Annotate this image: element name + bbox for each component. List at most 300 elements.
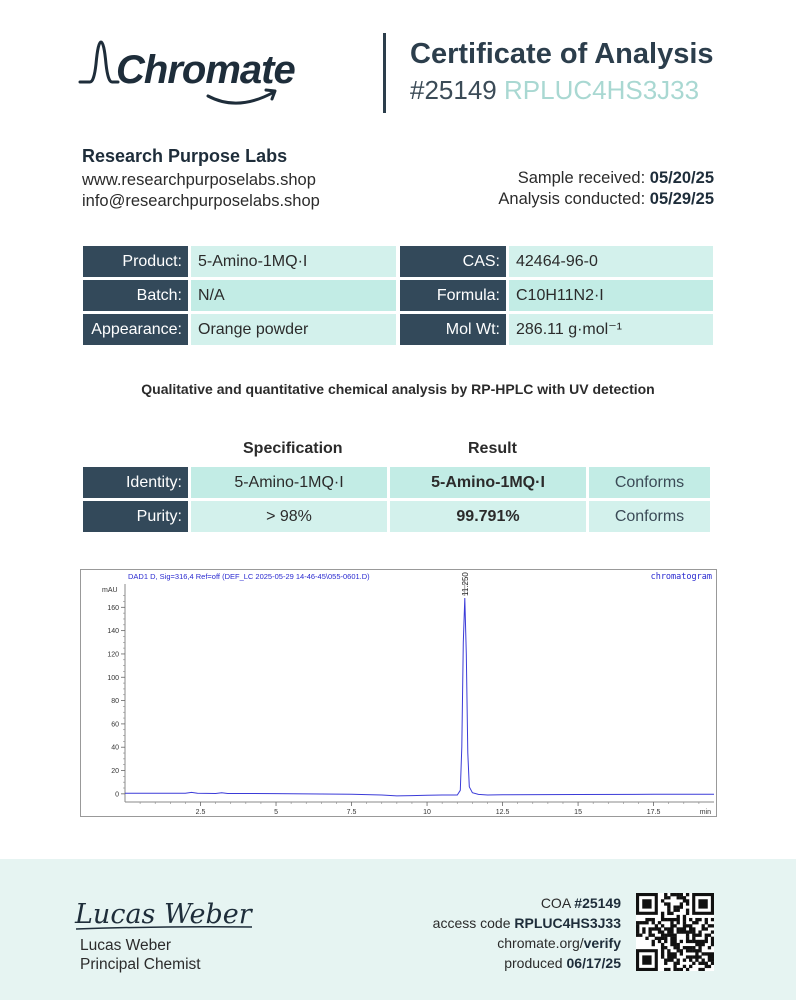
- qr-module: [639, 921, 642, 924]
- qr-module: [661, 937, 664, 940]
- qr-module: [658, 921, 661, 924]
- qr-module: [680, 905, 683, 908]
- qr-module: [673, 946, 676, 949]
- qr-module: [658, 937, 661, 940]
- qr-module: [705, 934, 708, 937]
- qr-module: [664, 918, 667, 921]
- qr-module: [689, 940, 692, 943]
- cas-value: 42464-96-0: [509, 246, 713, 277]
- qr-module: [686, 893, 689, 896]
- qr-module: [673, 937, 676, 940]
- qr-module: [705, 918, 708, 921]
- qr-module: [692, 927, 695, 930]
- qr-module: [683, 924, 686, 927]
- qr-module: [698, 943, 701, 946]
- qr-module: [698, 962, 701, 965]
- x-tick-label: 12.5: [495, 809, 510, 816]
- qr-module: [695, 934, 698, 937]
- qr-module: [673, 965, 676, 968]
- qr-module: [692, 946, 695, 949]
- qr-module: [702, 924, 705, 927]
- qr-module: [698, 949, 701, 952]
- qr-module: [664, 896, 667, 899]
- qr-module: [686, 940, 689, 943]
- qr-module: [667, 955, 670, 958]
- info-row: [83, 246, 713, 277]
- qr-module: [686, 937, 689, 940]
- signer-name: Lucas Weber: [80, 937, 172, 954]
- signature-image: [72, 893, 262, 933]
- qr-module: [702, 962, 705, 965]
- qr-module: [648, 934, 651, 937]
- qr-module: [686, 949, 689, 952]
- qr-module: [680, 896, 683, 899]
- qr-module: [639, 934, 642, 937]
- molwt-label: Mol Wt:: [400, 314, 506, 345]
- qr-module: [670, 918, 673, 921]
- qr-module: [711, 940, 714, 943]
- qr-module: [652, 921, 655, 924]
- qr-module: [670, 924, 673, 927]
- x-tick-label: 2.5: [195, 809, 206, 816]
- qr-module: [636, 921, 639, 924]
- qr-module: [677, 959, 680, 962]
- signer-title: Principal Chemist: [80, 956, 201, 973]
- qr-module: [680, 902, 683, 905]
- qr-module: [708, 934, 711, 937]
- batch-label: Batch:: [83, 280, 188, 311]
- qr-module: [670, 934, 673, 937]
- qr-module: [683, 930, 686, 933]
- qr-module: [636, 934, 639, 937]
- spec-cell: > 98%: [191, 501, 387, 532]
- method-description: Qualitative and quantitative chemical analysis by RP-HPLC with UV detection: [141, 381, 655, 397]
- access-code: RPLUC4HS3J33: [514, 915, 621, 931]
- status-cell: Conforms: [589, 467, 710, 498]
- qr-module: [683, 915, 686, 918]
- y-axis-label: mAU: [102, 587, 118, 594]
- chart-title: DAD1 D, Sig=316,4 Ref=off (DEF_LC 2025-05-29 14-46-45\055-0601.D): [128, 572, 370, 581]
- qr-module: [686, 930, 689, 933]
- qr-module: [652, 927, 655, 930]
- qr-module: [673, 952, 676, 955]
- result-cell: 5-Amino-1MQ·I: [390, 467, 586, 498]
- y-tick-label: 100: [107, 674, 119, 682]
- qr-module: [695, 921, 698, 924]
- qr-module: [683, 959, 686, 962]
- qr-module: [642, 927, 645, 930]
- table-row: [83, 501, 713, 532]
- lab-website: www.researchpurposelabs.shop: [82, 171, 316, 189]
- spec-cell: 5-Amino-1MQ·I: [191, 467, 387, 498]
- coa-label: COA: [540, 895, 571, 911]
- qr-module: [673, 905, 676, 908]
- qr-module: [652, 934, 655, 937]
- qr-module: [695, 955, 698, 958]
- info-row: [83, 280, 713, 311]
- qr-module: [664, 962, 667, 965]
- qr-module: [711, 918, 714, 921]
- qr-module: [683, 946, 686, 949]
- qr-module: [689, 930, 692, 933]
- qr-module: [686, 902, 689, 905]
- qr-module: [686, 955, 689, 958]
- produced-label: produced: [504, 955, 563, 971]
- verify-link[interactable]: [433, 933, 621, 953]
- qr-module: [667, 909, 670, 912]
- x-tick-label: 15: [574, 809, 582, 816]
- y-tick-label: 40: [111, 744, 119, 752]
- header: [0, 0, 796, 130]
- y-tick-label: 0: [115, 791, 119, 799]
- qr-module: [645, 921, 648, 924]
- qr-module: [673, 909, 676, 912]
- qr-module: [686, 946, 689, 949]
- qr-module: [667, 968, 670, 971]
- footer: [0, 859, 796, 1000]
- y-tick-label: 20: [111, 768, 119, 776]
- qr-module: [686, 899, 689, 902]
- x-tick-label: 5: [274, 809, 278, 816]
- qr-module: [705, 937, 708, 940]
- qr-module: [711, 952, 714, 955]
- qr-module: [689, 927, 692, 930]
- qr-module: [677, 909, 680, 912]
- qr-module: [661, 899, 664, 902]
- qr-module: [658, 930, 661, 933]
- qr-module: [711, 955, 714, 958]
- qr-module: [655, 937, 658, 940]
- qr-module: [705, 921, 708, 924]
- certificate-title: Certificate of Analysis: [410, 38, 714, 70]
- peak-label: 11.250: [460, 572, 470, 596]
- qr-module: [642, 930, 645, 933]
- y-tick-label: 140: [107, 628, 119, 636]
- chart-corner-label: chromatogram: [650, 572, 712, 582]
- analysis-conducted: [498, 189, 714, 210]
- qr-module: [664, 902, 667, 905]
- chromate-logo: [78, 34, 318, 114]
- qr-module: [661, 918, 664, 921]
- qr-module: [677, 946, 680, 949]
- qr-module: [667, 918, 670, 921]
- qr-module: [695, 959, 698, 962]
- qr-module: [673, 943, 676, 946]
- qr-module: [661, 946, 664, 949]
- qr-module: [689, 949, 692, 952]
- qr-module: [677, 962, 680, 965]
- x-tick-label: 7.5: [346, 809, 357, 816]
- qr-module: [680, 927, 683, 930]
- qr-module: [689, 946, 692, 949]
- chromatogram-svg: [81, 570, 716, 816]
- qr-module: [670, 959, 673, 962]
- brand-name: Chromate: [116, 48, 295, 92]
- qr-module: [661, 955, 664, 958]
- access-line: [433, 913, 621, 933]
- qr-module: [705, 965, 708, 968]
- qr-module: [680, 893, 683, 896]
- qr-module: [670, 943, 673, 946]
- qr-module: [655, 924, 658, 927]
- cert-access-code: RPLUC4HS3J33: [504, 75, 700, 105]
- qr-module: [686, 912, 689, 915]
- qr-module: [664, 937, 667, 940]
- qr-module: [692, 934, 695, 937]
- qr-module: [680, 949, 683, 952]
- qr-module: [673, 893, 676, 896]
- qr-module: [664, 968, 667, 971]
- qr-module: [677, 893, 680, 896]
- qr-module: [708, 965, 711, 968]
- qr-module: [698, 940, 701, 943]
- qr-module: [677, 905, 680, 908]
- y-tick-label: 120: [107, 651, 119, 659]
- qr-module: [667, 949, 670, 952]
- formula-label: Formula:: [400, 280, 506, 311]
- coa-line: [433, 893, 621, 913]
- chromatogram-trace: [125, 598, 714, 796]
- qr-module: [667, 927, 670, 930]
- qr-module: [667, 905, 670, 908]
- qr-module: [692, 921, 695, 924]
- qr-module: [664, 893, 667, 896]
- qr-module: [695, 952, 698, 955]
- header-divider: [383, 33, 386, 113]
- qr-module: [692, 949, 695, 952]
- qr-module: [708, 959, 711, 962]
- result-cell: 99.791%: [390, 501, 586, 532]
- qr-module: [636, 930, 639, 933]
- lab-name: Research Purpose Labs: [82, 146, 288, 166]
- qr-module: [689, 918, 692, 921]
- qr-module: [692, 962, 695, 965]
- table-row: [83, 467, 713, 498]
- qr-module: [661, 912, 664, 915]
- qr-module: [652, 940, 655, 943]
- product-value: 5-Amino-1MQ·I: [191, 246, 396, 277]
- lab-info: [82, 146, 320, 212]
- product-info-table: [83, 246, 713, 348]
- appearance-value: Orange powder: [191, 314, 396, 345]
- signer-info: [80, 936, 201, 974]
- qr-module: [661, 943, 664, 946]
- sample-received: [498, 168, 714, 189]
- qr-module: [658, 927, 661, 930]
- chromatogram-chart: [80, 569, 717, 817]
- access-label: access code: [432, 915, 511, 931]
- qr-module: [689, 955, 692, 958]
- qr-module: [689, 965, 692, 968]
- result-header: Result: [468, 440, 517, 457]
- qr-module: [661, 934, 664, 937]
- qr-module: [698, 955, 701, 958]
- signature-script: Lucas Weber: [75, 899, 252, 930]
- qr-module: [686, 968, 689, 971]
- qr-module: [661, 930, 664, 933]
- qr-module: [664, 940, 667, 943]
- qr-module: [677, 930, 680, 933]
- qr-module: [683, 899, 686, 902]
- qr-module: [683, 965, 686, 968]
- qr-module: [667, 959, 670, 962]
- qr-module: [673, 955, 676, 958]
- qr-module: [689, 924, 692, 927]
- qr-module: [705, 962, 708, 965]
- qr-module: [670, 930, 673, 933]
- qr-module: [677, 949, 680, 952]
- qr-module: [673, 940, 676, 943]
- produced-line: [433, 953, 621, 973]
- x-tick-label: 10: [423, 809, 431, 816]
- y-tick-label: 60: [111, 721, 119, 729]
- qr-module: [661, 924, 664, 927]
- verify-prefix: chromate.org/: [497, 935, 584, 951]
- qr-module: [708, 924, 711, 927]
- qr-module: [673, 962, 676, 965]
- qr-module: [702, 952, 705, 955]
- qr-module: [708, 946, 711, 949]
- received-date: 05/20/25: [649, 169, 714, 187]
- qr-module: [711, 943, 714, 946]
- qr-code-icon[interactable]: [636, 893, 714, 971]
- qr-module: [667, 902, 670, 905]
- qr-module: [670, 952, 673, 955]
- qr-finder-core: [642, 899, 651, 908]
- qr-module: [686, 934, 689, 937]
- qr-module: [683, 927, 686, 930]
- qr-module: [677, 918, 680, 921]
- qr-module: [636, 924, 639, 927]
- conducted-date: 05/29/25: [649, 190, 714, 208]
- qr-module: [648, 930, 651, 933]
- molwt-value: 286.11 g·mol⁻¹: [509, 314, 713, 345]
- formula-value: C10H11N2·I: [509, 280, 713, 311]
- qr-module: [705, 940, 708, 943]
- qr-module: [664, 946, 667, 949]
- qr-module: [680, 940, 683, 943]
- qr-module: [711, 930, 714, 933]
- qr-module: [673, 934, 676, 937]
- info-row: [83, 314, 713, 345]
- qr-module: [680, 968, 683, 971]
- sample-dates: [498, 168, 714, 210]
- qr-module: [683, 921, 686, 924]
- qr-module: [695, 940, 698, 943]
- qr-module: [711, 924, 714, 927]
- qr-module: [664, 927, 667, 930]
- qr-module: [648, 918, 651, 921]
- qr-module: [692, 937, 695, 940]
- results-table: [83, 467, 713, 535]
- qr-module: [692, 930, 695, 933]
- qr-module: [698, 934, 701, 937]
- qr-finder-core: [698, 899, 707, 908]
- qr-module: [695, 918, 698, 921]
- qr-module: [670, 937, 673, 940]
- qr-module: [686, 909, 689, 912]
- appearance-label: Appearance:: [83, 314, 188, 345]
- qr-module: [677, 896, 680, 899]
- lab-email: info@researchpurposelabs.shop: [82, 192, 320, 210]
- qr-module: [655, 927, 658, 930]
- qr-module: [642, 921, 645, 924]
- conducted-label: Analysis conducted:: [498, 190, 646, 208]
- coa-meta: [433, 893, 621, 973]
- qr-module: [673, 924, 676, 927]
- qr-module: [667, 896, 670, 899]
- qr-module: [702, 959, 705, 962]
- qr-module: [667, 952, 670, 955]
- qr-module: [664, 934, 667, 937]
- certificate-number: [410, 75, 699, 106]
- x-tick-label: 17.5: [646, 809, 661, 816]
- qr-module: [708, 955, 711, 958]
- qr-module: [705, 952, 708, 955]
- qr-module: [677, 968, 680, 971]
- qr-module: [664, 959, 667, 962]
- qr-module: [677, 921, 680, 924]
- qr-module: [702, 940, 705, 943]
- qr-module: [652, 918, 655, 921]
- qr-module: [677, 915, 680, 918]
- qr-module: [702, 943, 705, 946]
- qr-module: [661, 949, 664, 952]
- qr-module: [648, 927, 651, 930]
- qr-module: [661, 915, 664, 918]
- coa-number: #25149: [574, 895, 621, 911]
- qr-module: [670, 893, 673, 896]
- qr-module: [670, 940, 673, 943]
- x-axis-label: min: [699, 809, 711, 816]
- qr-module: [698, 946, 701, 949]
- qr-module: [667, 930, 670, 933]
- qr-module: [683, 896, 686, 899]
- qr-module: [695, 949, 698, 952]
- qr-module: [667, 912, 670, 915]
- batch-value: N/A: [191, 280, 396, 311]
- qr-module: [702, 968, 705, 971]
- qr-module: [636, 927, 639, 930]
- qr-module: [698, 918, 701, 921]
- qr-module: [683, 918, 686, 921]
- qr-module: [692, 955, 695, 958]
- qr-module: [711, 959, 714, 962]
- row-label: Identity:: [83, 467, 188, 498]
- qr-module: [689, 959, 692, 962]
- qr-module: [661, 952, 664, 955]
- qr-module: [670, 912, 673, 915]
- row-label: Purity:: [83, 501, 188, 532]
- qr-module: [677, 927, 680, 930]
- cert-number: #25149: [410, 75, 497, 105]
- qr-module: [698, 968, 701, 971]
- y-tick-label: 160: [107, 604, 119, 612]
- cas-label: CAS:: [400, 246, 506, 277]
- status-cell: Conforms: [589, 501, 710, 532]
- qr-module: [680, 930, 683, 933]
- qr-module: [673, 918, 676, 921]
- qr-module: [677, 943, 680, 946]
- product-label: Product:: [83, 246, 188, 277]
- received-label: Sample received:: [517, 169, 646, 187]
- qr-module: [686, 924, 689, 927]
- qr-module: [680, 952, 683, 955]
- qr-module: [695, 943, 698, 946]
- qr-module: [670, 955, 673, 958]
- qr-module: [658, 940, 661, 943]
- qr-module: [670, 921, 673, 924]
